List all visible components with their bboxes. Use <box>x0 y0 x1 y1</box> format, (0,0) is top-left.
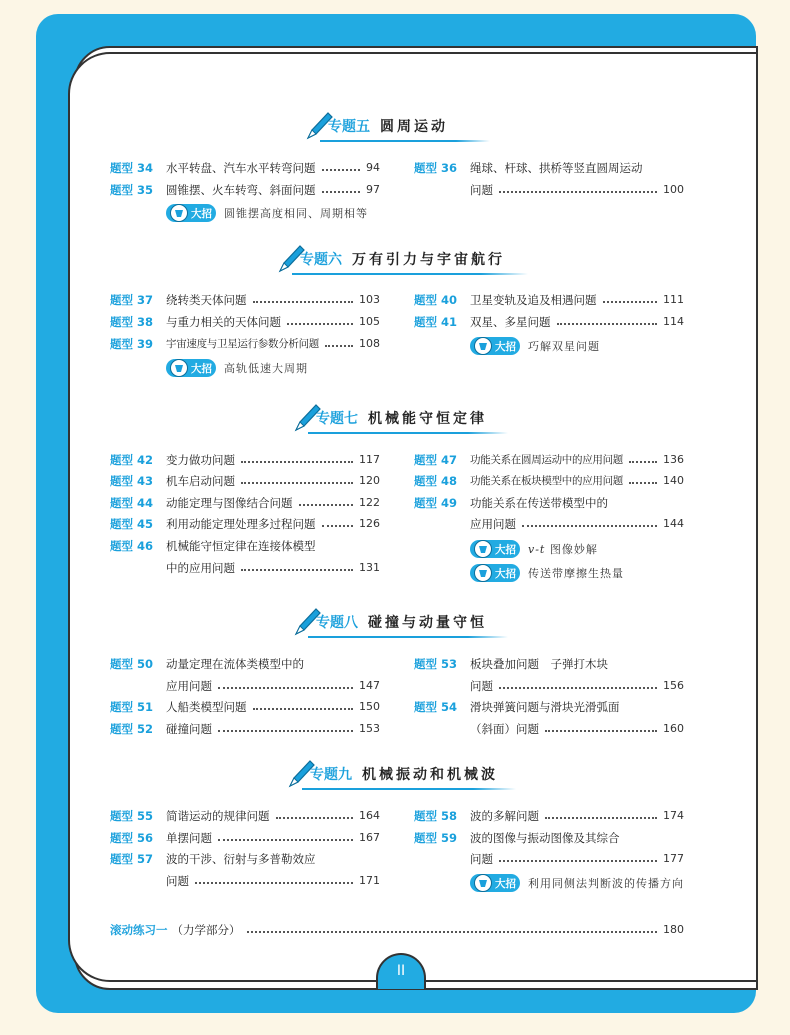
tip-item <box>166 202 368 224</box>
entry-page: 171 <box>359 874 380 887</box>
entry-title: 波的多解问题 <box>470 809 539 823</box>
dot-leader <box>545 730 657 732</box>
section-number: 专题七 <box>316 411 358 427</box>
tip-badge: 大招 <box>166 359 216 377</box>
tip-item <box>470 538 598 560</box>
toc-entry[interactable] <box>110 871 380 891</box>
entry-title: 问题 <box>470 852 493 866</box>
tip-text: 巧解双星问题 <box>528 340 600 353</box>
mascot-icon <box>474 337 492 355</box>
toc-entry[interactable] <box>110 450 380 470</box>
dot-leader <box>325 345 353 347</box>
entry-title: 机械能守恒定律在连接体模型 <box>166 539 316 553</box>
entry-title: 波的干涉、衍射与多普勒效应 <box>166 852 316 866</box>
dot-leader <box>557 323 658 325</box>
entry-page: 140 <box>663 474 684 487</box>
entry-label: 题型 53 <box>414 657 458 671</box>
entry-title: 应用问题 <box>470 517 516 531</box>
entry-title: 利用动能定理处理多过程问题 <box>166 517 316 531</box>
mascot-icon <box>170 204 188 222</box>
entry-page: 167 <box>359 831 380 844</box>
entry-title: 功能关系在传送带模型中的 <box>470 496 608 510</box>
entry-label: 题型 52 <box>110 722 154 736</box>
entry-label: 题型 35 <box>110 183 154 197</box>
toc-entry[interactable] <box>110 719 380 739</box>
entry-label: 题型 59 <box>414 831 458 845</box>
entry-page: 147 <box>359 679 380 692</box>
dot-leader <box>218 687 353 689</box>
dot-leader <box>241 461 353 463</box>
dot-leader <box>253 301 354 303</box>
dot-leader <box>195 882 353 884</box>
mascot-icon <box>170 359 188 377</box>
entry-label: 题型 49 <box>414 496 458 510</box>
entry-title: 功能关系在圆周运动中的应用问题 <box>470 454 623 466</box>
section-number: 专题九 <box>310 767 352 783</box>
section-title: 碰撞与动量守恒 <box>368 615 487 631</box>
dot-leader <box>603 301 658 303</box>
toc-entry[interactable] <box>110 312 380 332</box>
toc-entry[interactable] <box>110 290 380 310</box>
dot-leader <box>247 931 658 933</box>
tip-item <box>470 562 624 584</box>
entry-label: 题型 40 <box>414 293 458 307</box>
dot-leader <box>276 817 354 819</box>
section-underline <box>308 636 508 638</box>
tip-text: 利用同侧法判断波的传播方向 <box>528 877 684 890</box>
dot-leader <box>499 191 657 193</box>
section-underline <box>308 432 508 434</box>
entry-label: 题型 39 <box>110 337 154 351</box>
entry-title: 变力做功问题 <box>166 453 235 467</box>
entry-title: 中的应用问题 <box>166 561 235 575</box>
entry-label: 题型 56 <box>110 831 154 845</box>
entry-title: 功能关系在板块模型中的应用问题 <box>470 475 623 487</box>
entry-label: 题型 36 <box>414 161 458 175</box>
entry-label: 题型 38 <box>110 315 154 329</box>
entry-label: 题型 50 <box>110 657 154 671</box>
entry-page: 105 <box>359 315 380 328</box>
entry-label: 题型 34 <box>110 161 154 175</box>
tip-badge: 大招 <box>470 337 520 355</box>
toc-entry[interactable] <box>110 514 380 534</box>
toc-entry[interactable] <box>414 654 684 674</box>
toc-entry[interactable] <box>414 806 684 826</box>
dot-leader <box>218 839 353 841</box>
section-underline <box>302 788 516 790</box>
entry-title: 宇宙速度与卫星运行参数分析问题 <box>166 338 319 350</box>
toc-entry[interactable] <box>110 158 380 178</box>
entry-title: 单摆问题 <box>166 831 212 845</box>
toc-entry[interactable] <box>414 158 684 178</box>
entry-page: 120 <box>359 474 380 487</box>
tip-badge: 大招 <box>470 564 520 582</box>
toc-entry[interactable] <box>110 180 380 200</box>
dot-leader <box>545 817 657 819</box>
entry-title: 绳球、杆球、拱桥等竖直圆周运动 <box>470 161 643 175</box>
entry-title: 板块叠加问题 子弹打木块 <box>470 657 608 671</box>
toc-entry[interactable] <box>414 719 684 739</box>
toc-entry[interactable] <box>414 312 684 332</box>
tip-badge: 大招 <box>470 874 520 892</box>
mascot-icon <box>474 564 492 582</box>
entry-title: 动能定理与图像结合问题 <box>166 496 293 510</box>
entry-title: 应用问题 <box>166 679 212 693</box>
dot-leader <box>629 482 657 484</box>
dot-leader <box>241 569 353 571</box>
toc-entry[interactable] <box>110 849 380 869</box>
tip-item <box>470 335 600 357</box>
tip-text: 高轨低速大周期 <box>224 362 308 375</box>
entry-page: 153 <box>359 722 380 735</box>
dot-leader <box>287 323 353 325</box>
toc-entry[interactable] <box>414 514 684 534</box>
toc-entry[interactable] <box>414 849 684 869</box>
entry-title: 人船类模型问题 <box>166 700 247 714</box>
entry-label: 题型 54 <box>414 700 458 714</box>
entry-page: 100 <box>663 183 684 196</box>
toc-entry[interactable] <box>110 676 380 696</box>
dot-leader <box>299 504 354 506</box>
dot-leader <box>499 687 657 689</box>
entry-page: 126 <box>359 517 380 530</box>
entry-title: 机车启动问题 <box>166 474 235 488</box>
entry-page: 136 <box>663 453 684 466</box>
section-title: 机械能守恒定律 <box>368 411 487 427</box>
entry-title: 问题 <box>470 679 493 693</box>
entry-page: 164 <box>359 809 380 822</box>
section-number: 专题六 <box>300 252 342 268</box>
entry-page: 177 <box>663 852 684 865</box>
toc-entry[interactable] <box>414 828 684 848</box>
toc-entry[interactable] <box>110 697 380 717</box>
review-page: 180 <box>663 923 684 936</box>
toc-entry[interactable] <box>110 654 380 674</box>
entry-label: 题型 42 <box>110 453 154 467</box>
page-number: II <box>376 953 426 989</box>
entry-title: 波的图像与振动图像及其综合 <box>470 831 620 845</box>
entry-page: 160 <box>663 722 684 735</box>
dot-leader <box>218 730 353 732</box>
entry-page: 103 <box>359 293 380 306</box>
entry-label: 题型 47 <box>414 453 458 467</box>
dot-leader <box>253 708 354 710</box>
entry-title: 滑块弹簧问题与滑块光滑弧面 <box>470 700 620 714</box>
entry-title: 水平转盘、汽车水平转弯问题 <box>166 161 316 175</box>
toc-entry[interactable] <box>414 450 684 470</box>
toc-entry[interactable] <box>414 471 684 491</box>
toc-entry[interactable] <box>414 493 684 513</box>
entry-label: 题型 48 <box>414 474 458 488</box>
mascot-icon <box>474 874 492 892</box>
section-number: 专题五 <box>328 119 370 135</box>
toc-entry[interactable] <box>110 493 380 513</box>
dot-leader <box>522 525 657 527</box>
tip-badge: 大招 <box>166 204 216 222</box>
entry-page: 156 <box>663 679 684 692</box>
entry-title: 绕转类天体问题 <box>166 293 247 307</box>
entry-label: 题型 37 <box>110 293 154 307</box>
review-entry[interactable] <box>110 920 684 940</box>
section-title: 万有引力与宇宙航行 <box>352 252 505 268</box>
toc-entry[interactable] <box>110 828 380 848</box>
entry-page: 94 <box>366 161 380 174</box>
entry-label: 题型 51 <box>110 700 154 714</box>
entry-title: 与重力相关的天体问题 <box>166 315 281 329</box>
entry-page: 150 <box>359 700 380 713</box>
toc-entry[interactable] <box>110 536 380 556</box>
tip-text: 传送带摩擦生热量 <box>528 567 624 580</box>
tip-variable: v-t <box>528 543 546 556</box>
dot-leader <box>322 191 361 193</box>
dot-leader <box>322 525 354 527</box>
entry-title: 简谐运动的规律问题 <box>166 809 270 823</box>
entry-label: 题型 58 <box>414 809 458 823</box>
entry-title: （斜面）问题 <box>470 722 539 736</box>
entry-label: 题型 57 <box>110 852 154 866</box>
entry-page: 111 <box>663 293 684 306</box>
toc-entry[interactable] <box>110 806 380 826</box>
toc-entry[interactable] <box>110 334 380 354</box>
entry-page: 131 <box>359 561 380 574</box>
entry-label: 题型 44 <box>110 496 154 510</box>
entry-page: 174 <box>663 809 684 822</box>
toc-entry[interactable] <box>414 290 684 310</box>
section-title: 机械振动和机械波 <box>362 767 498 783</box>
entry-label: 题型 41 <box>414 315 458 329</box>
dot-leader <box>241 482 353 484</box>
entry-page: 97 <box>366 183 380 196</box>
tip-item <box>166 357 308 379</box>
review-label: 滚动练习一 <box>110 923 168 937</box>
entry-title: 圆锥摆、火车转弯、斜面问题 <box>166 183 316 197</box>
dot-leader <box>322 169 361 171</box>
tip-item <box>470 872 684 894</box>
section-underline <box>292 273 528 275</box>
entry-title: 问题 <box>470 183 493 197</box>
entry-title: 问题 <box>166 874 189 888</box>
section-underline <box>320 140 490 142</box>
section-number: 专题八 <box>316 615 358 631</box>
entry-page: 114 <box>663 315 684 328</box>
entry-title: 卫星变轨及追及相遇问题 <box>470 293 597 307</box>
entry-label: 题型 46 <box>110 539 154 553</box>
toc-entry[interactable] <box>110 558 380 578</box>
entry-title: 碰撞问题 <box>166 722 212 736</box>
tip-text: v-t 图像妙解 <box>528 543 598 556</box>
dot-leader <box>499 860 657 862</box>
tip-badge: 大招 <box>470 540 520 558</box>
entry-label: 题型 55 <box>110 809 154 823</box>
dot-leader <box>629 461 657 463</box>
review-title: （力学部分） <box>171 923 241 937</box>
toc-entry[interactable] <box>414 676 684 696</box>
toc-entry[interactable] <box>414 697 684 717</box>
toc-entry[interactable] <box>414 180 684 200</box>
entry-page: 117 <box>359 453 380 466</box>
entry-page: 144 <box>663 517 684 530</box>
entry-title: 动量定理在流体类模型中的 <box>166 657 304 671</box>
tip-text: 圆锥摆高度相同、周期相等 <box>224 207 368 220</box>
mascot-icon <box>474 540 492 558</box>
entry-page: 108 <box>359 337 380 350</box>
entry-label: 题型 43 <box>110 474 154 488</box>
entry-page: 122 <box>359 496 380 509</box>
section-title: 圆周运动 <box>380 119 448 135</box>
toc-entry[interactable] <box>110 471 380 491</box>
entry-label: 题型 45 <box>110 517 154 531</box>
entry-title: 双星、多星问题 <box>470 315 551 329</box>
